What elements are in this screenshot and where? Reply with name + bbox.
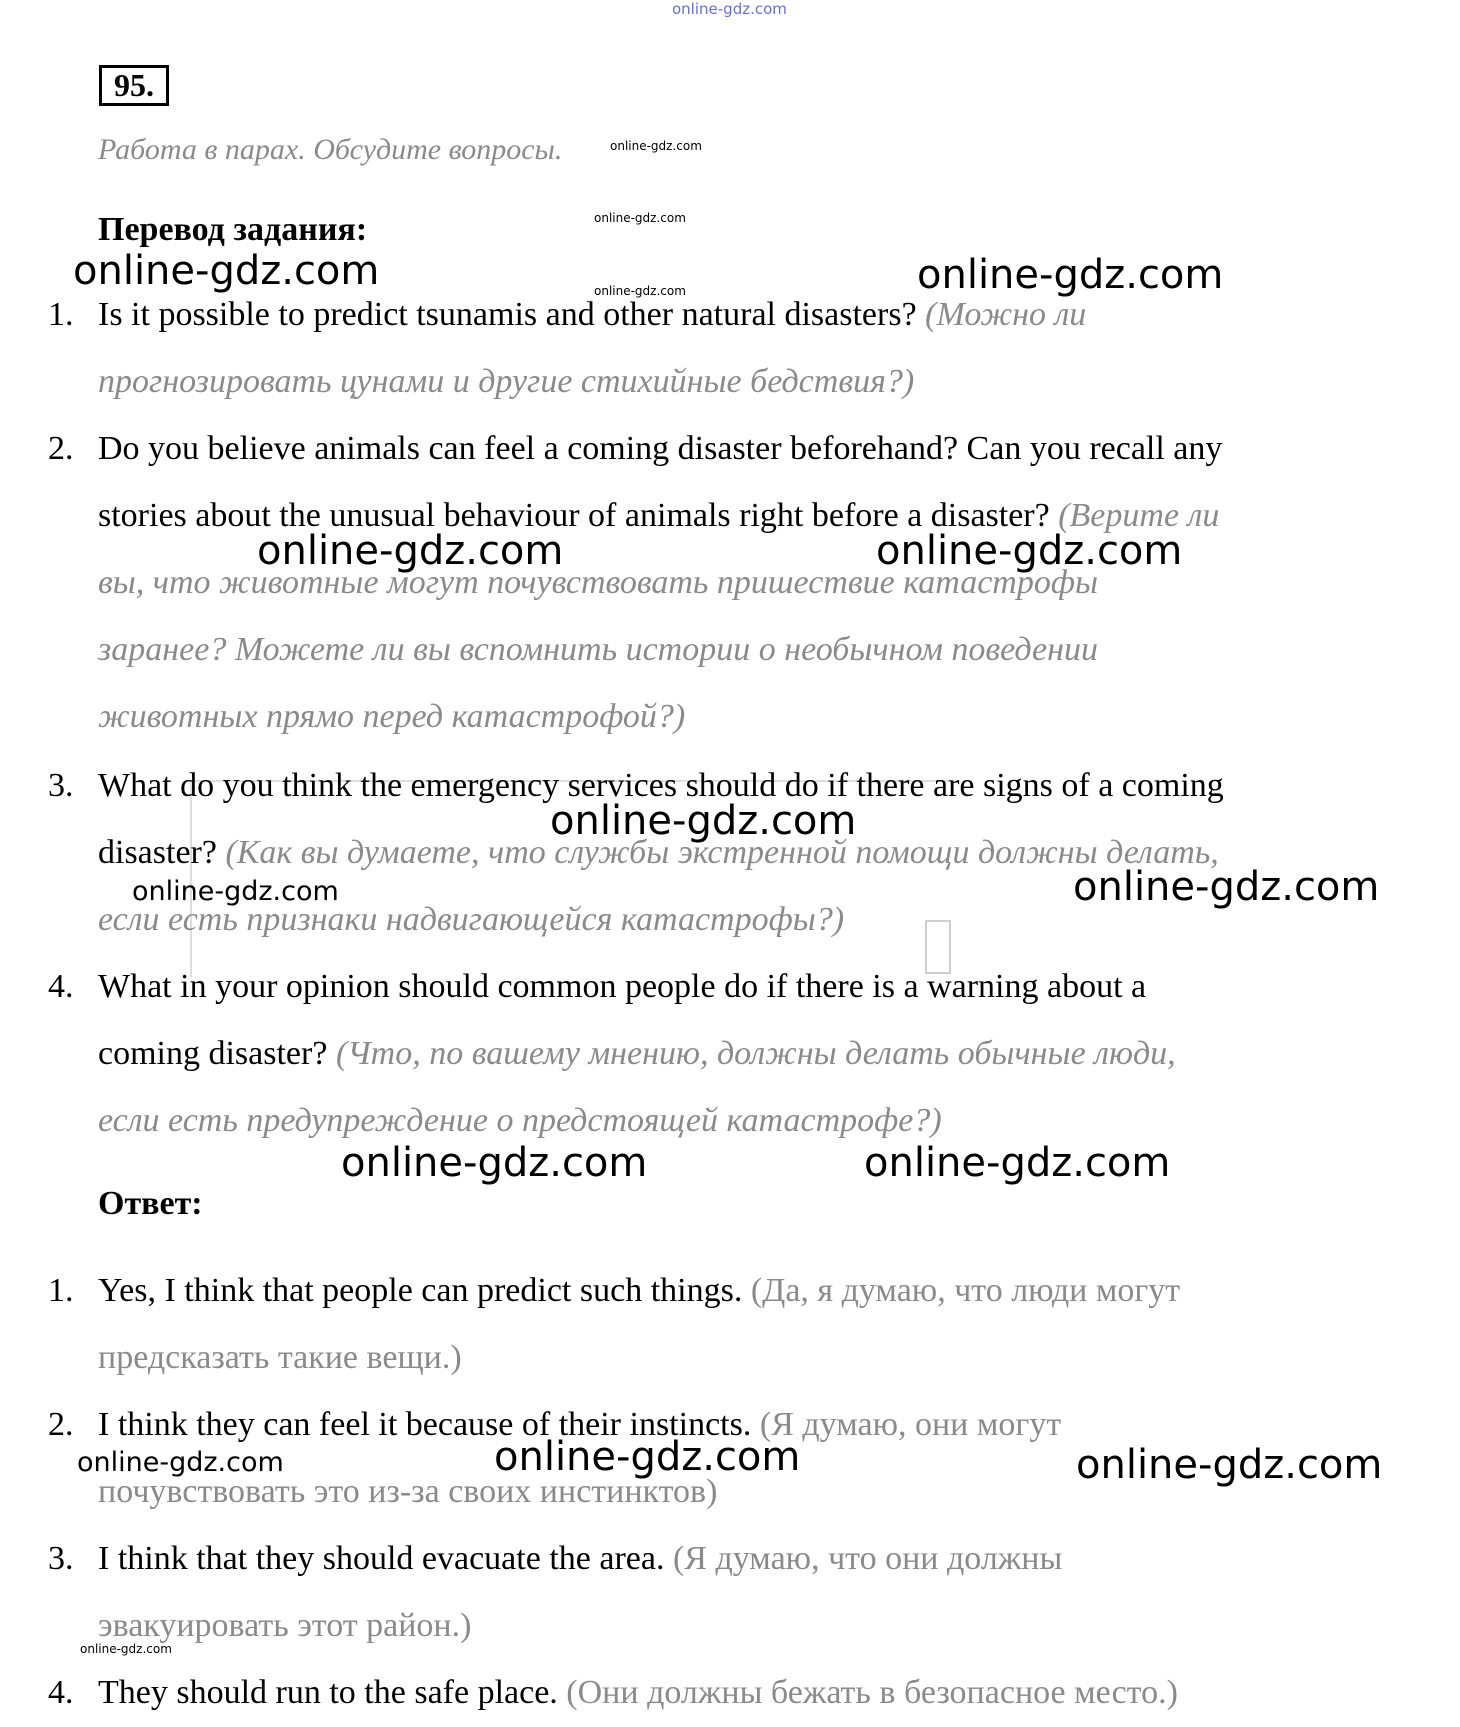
watermark: online-gdz.com [550, 798, 857, 844]
russian-translation: заранее? Можете ли вы вспомнить истории о необычном поведении [98, 631, 1098, 668]
russian-translation: если есть признаки надвигающейся катастрофы?) [98, 901, 845, 938]
english-text: disaster? [98, 834, 226, 871]
text-line [98, 1102, 942, 1140]
watermark: online-gdz.com [1076, 1442, 1383, 1488]
english-text: I think that they should evacuate the area. [98, 1540, 673, 1577]
item-number: 1. [48, 1272, 74, 1309]
watermark: online-gdz.com [1073, 864, 1380, 910]
russian-translation: предсказать такие вещи.) [98, 1339, 462, 1376]
english-text: I think they can feel it because of their instincts. [98, 1406, 760, 1443]
english-text: coming disaster? [98, 1035, 336, 1072]
text-line [98, 1339, 462, 1377]
task-instruction: Работа в парах. Обсудите вопросы. [98, 133, 563, 166]
text-line [98, 1272, 1180, 1310]
watermark: online-gdz.com [132, 876, 339, 907]
watermark: online-gdz.com [77, 1447, 284, 1478]
watermark: online-gdz.com [864, 1140, 1171, 1186]
text-line [98, 631, 1098, 669]
russian-translation: (Верите ли [1058, 497, 1220, 534]
watermark: online-gdz.com [594, 284, 686, 298]
english-text: Is it possible to predict tsunamis and other natural disasters? [98, 296, 926, 333]
item-number: 4. [48, 968, 74, 1005]
watermark: online-gdz.com [917, 252, 1224, 298]
text-line [98, 1607, 471, 1645]
russian-translation: (Можно ли [925, 296, 1087, 333]
russian-translation: (Как вы думаете, что службы экстренной помощи должны делать, [225, 834, 1219, 871]
english-text: What in your opinion should common people do if there is a warning about a [98, 968, 1147, 1005]
russian-translation: почувствовать это из-за своих инстинктов) [98, 1473, 718, 1510]
item-number: 3. [48, 767, 74, 804]
watermark: online-gdz.com [341, 1140, 648, 1186]
watermark: online-gdz.com [80, 1642, 172, 1656]
watermark: online-gdz.com [494, 1434, 801, 1480]
english-text: Yes, I think that people can predict such things. [98, 1272, 751, 1309]
task-number: 95. [99, 65, 169, 106]
text-line [98, 1674, 1178, 1712]
answer-heading: Ответ: [98, 1185, 203, 1222]
top-watermark: online-gdz.com [672, 0, 787, 18]
text-line [98, 968, 1146, 1006]
text-line [98, 363, 914, 401]
russian-translation: если есть предупреждение о предстоящей катастрофе?) [98, 1102, 942, 1139]
text-line [98, 430, 1222, 468]
item-number: 3. [48, 1540, 74, 1577]
text-line [98, 296, 1086, 334]
english-text: What do you think the emergency services should do if there are signs of a coming [98, 767, 1224, 804]
russian-translation: (Да, я думаю, что люди могут [750, 1272, 1181, 1309]
english-text: stories about the unusual behaviour of animals right before a disaster? [98, 497, 1059, 534]
text-line [98, 1540, 1062, 1578]
russian-translation: вы, что животные могут почувствовать пришествие катастрофы [98, 564, 1099, 601]
russian-translation: эвакуировать этот район.) [98, 1607, 472, 1644]
english-text: Do you believe animals can feel a coming disaster beforehand? Can you recall any [98, 430, 1223, 467]
item-number: 2. [48, 1406, 74, 1443]
watermark: online-gdz.com [610, 139, 702, 153]
item-number: 1. [48, 296, 74, 333]
russian-translation: (Они должны бежать в безопасное место.) [566, 1674, 1178, 1711]
watermark: online-gdz.com [73, 248, 380, 294]
russian-translation: животных прямо перед катастрофой?) [98, 698, 686, 735]
text-line [98, 698, 685, 736]
text-line [98, 1035, 1176, 1073]
russian-translation: прогнозировать цунами и другие стихийные бедствия?) [98, 363, 915, 400]
item-number: 2. [48, 430, 74, 467]
watermark: online-gdz.com [257, 528, 564, 574]
faint-stamp-mark [925, 920, 951, 974]
english-text: They should run to the safe place. [98, 1674, 567, 1711]
translation-heading: Перевод задания: [98, 211, 368, 248]
russian-translation: (Что, по вашему мнению, должны делать обычные люди, [335, 1035, 1176, 1072]
watermark: online-gdz.com [876, 528, 1183, 574]
watermark: online-gdz.com [594, 211, 686, 225]
russian-translation: (Я думаю, что они должны [672, 1540, 1063, 1577]
russian-translation: (Я думаю, они могут [759, 1406, 1062, 1443]
item-number: 4. [48, 1674, 74, 1711]
